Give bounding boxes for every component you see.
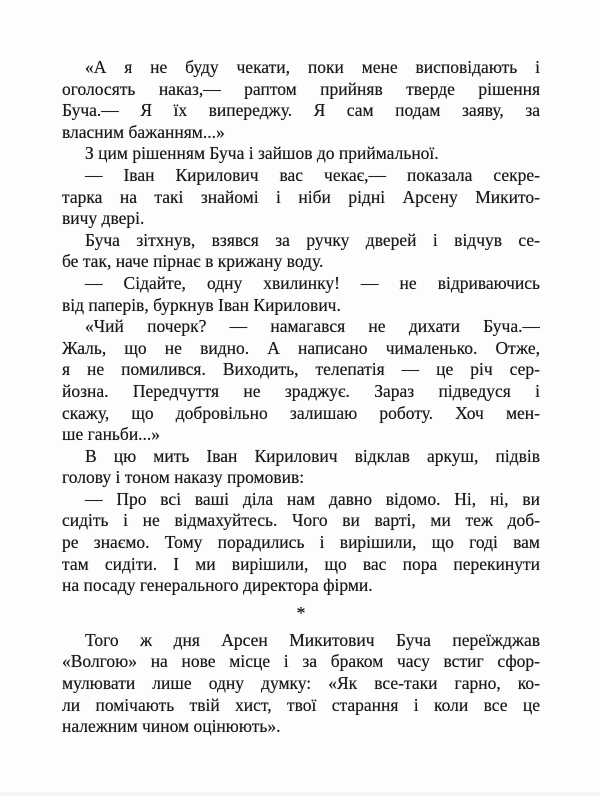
text-line: оголосять наказ,— раптом прийняв тверде рішення	[62, 78, 540, 99]
text-line: належним чином оцінюють».	[62, 716, 281, 737]
page-edge-shadow	[0, 792, 600, 796]
text-line: — Сідайте, одну хвилинку! — не відриваючись	[85, 272, 540, 293]
text-line: — Про всі ваші діла нам давно відомо. Ні, ні, ви	[85, 488, 540, 509]
text-line: там сидіти. І ми вирішили, що вас пора перекинути	[62, 553, 540, 574]
paragraph	[62, 316, 540, 446]
text-line: на посаду генерального директора фірми.	[62, 575, 373, 596]
text-line: тарка на такі знайомі і ніби рідні Арсену Микито-	[62, 186, 540, 207]
paragraph	[62, 57, 540, 143]
text-line: В цю мить Іван Кирилович відклав аркуш, підвів	[85, 445, 540, 466]
text-line: — Іван Кирилович вас чекає,— показала секре-	[85, 164, 540, 185]
text-line: скажу, що добровільно залишаю роботу. Хоч мен-	[62, 402, 540, 423]
paragraph	[62, 273, 540, 316]
text-line: ре знаємо. Тому порадились і вирішили, що годі вам	[62, 532, 540, 553]
text-line: йозна. Передчуття не зраджує. Зараз підведуся і	[62, 380, 540, 401]
text-line: Буча.— Я їх випереджу. Я сам подам заяву, за	[62, 100, 540, 121]
paragraph	[62, 630, 540, 738]
text-line: я не помилився. Виходить, телепатія — це річ сер-	[62, 359, 540, 380]
paragraph	[62, 230, 540, 273]
text-line: власним бажанням...»	[62, 121, 225, 142]
text-line: «Чий почерк? — намагався не дихати Буча.—	[85, 316, 540, 337]
paragraph	[62, 143, 540, 165]
text-line: голову і тоном наказу промовив:	[62, 467, 305, 488]
text-line: З цим рішенням Буча і зайшов до приймальної.	[85, 143, 439, 164]
text-line: «Волгою» на нове місце і за браком часу встиг сфор-	[62, 651, 540, 672]
paragraph	[62, 489, 540, 597]
paragraph	[62, 446, 540, 489]
text-line: Того ж дня Арсен Микитович Буча переїжджав	[85, 629, 540, 650]
text-line: від паперів, буркнув Іван Кирилович.	[62, 294, 341, 315]
text-line: ше ганьби...»	[62, 424, 161, 445]
text-line: бе так, наче пірнає в крижану воду.	[62, 251, 324, 272]
text-line: вичу двері.	[62, 208, 145, 229]
text-line: мулювати лише одну думку: «Як все-таки гарно, ко-	[62, 673, 540, 694]
text-line: Буча зітхнув, взявся за ручку дверей і відчув се-	[85, 229, 540, 250]
paragraph	[62, 165, 540, 230]
text-line: ли помічають твій хист, твої старання і коли все це	[62, 694, 540, 715]
text-line: сидіть і не відмахуйтесь. Чого ви варті, ми теж доб-	[62, 510, 540, 531]
text-line: Жаль, що не видно. А написано чималенько. Отже,	[62, 337, 540, 358]
section-separator-asterisk: *	[296, 602, 306, 623]
text-line: «А я не буду чекати, поки мене висповідають і	[85, 57, 540, 77]
